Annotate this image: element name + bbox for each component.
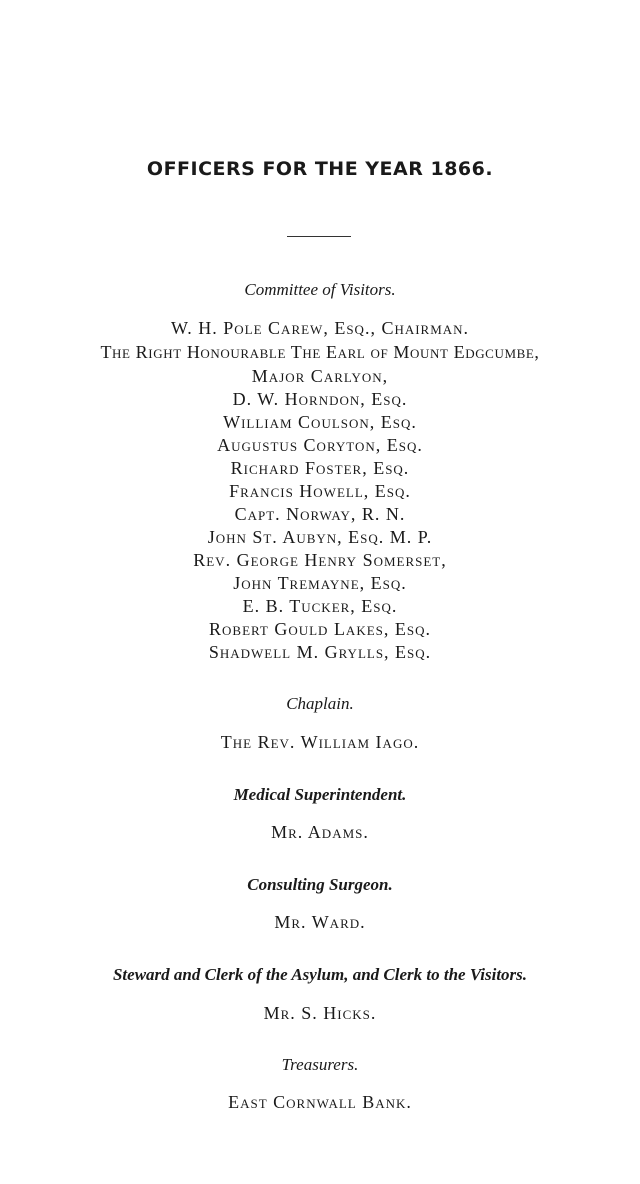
committee-member: Augustus Coryton, Esq. — [217, 435, 423, 455]
committee-member: Shadwell M. Grylls, Esq. — [208, 642, 432, 662]
medical-heading: Medical Superintendent. — [233, 785, 407, 804]
committee-heading: Committee of Visitors. — [244, 280, 396, 299]
committee-member: Capt. Norway, R. N. — [234, 504, 406, 524]
committee-member: Richard Foster, Esq. — [230, 458, 410, 478]
treasurers-heading: Treasurers. — [281, 1055, 359, 1074]
divider-rule — [287, 236, 351, 237]
surgeon-heading: Consulting Surgeon. — [247, 875, 393, 894]
committee-member: Major Carlyon, — [251, 366, 389, 386]
page-title: OFFICERS FOR THE YEAR 1866. — [146, 158, 494, 180]
committee-member: The Right Honourable The Earl of Mount Edgcumbe, — [100, 342, 540, 362]
chaplain-name: The Rev. William Iago. — [220, 732, 420, 752]
committee-member: John Tremayne, Esq. — [233, 573, 407, 593]
committee-member: D. W. Horndon, Esq. — [232, 389, 408, 409]
steward-name: Mr. S. Hicks. — [263, 1003, 377, 1023]
committee-member: Rev. George Henry Somerset, — [193, 550, 447, 570]
committee-member: W. H. Pole Carew, Esq., Chairman. — [170, 318, 470, 338]
surgeon-name: Mr. Ward. — [274, 912, 366, 932]
committee-member: E. B. Tucker, Esq. — [242, 596, 398, 616]
medical-name: Mr. Adams. — [271, 822, 369, 842]
committee-member: John St. Aubyn, Esq. M. P. — [207, 527, 433, 547]
committee-member: William Coulson, Esq. — [223, 412, 417, 432]
committee-member: Francis Howell, Esq. — [229, 481, 411, 501]
treasurers-name: East Cornwall Bank. — [228, 1092, 412, 1112]
chaplain-heading: Chaplain. — [286, 694, 354, 713]
committee-member: Robert Gould Lakes, Esq. — [209, 619, 431, 639]
steward-heading: Steward and Clerk of the Asylum, and Clerk to the Visitors. — [112, 965, 528, 984]
